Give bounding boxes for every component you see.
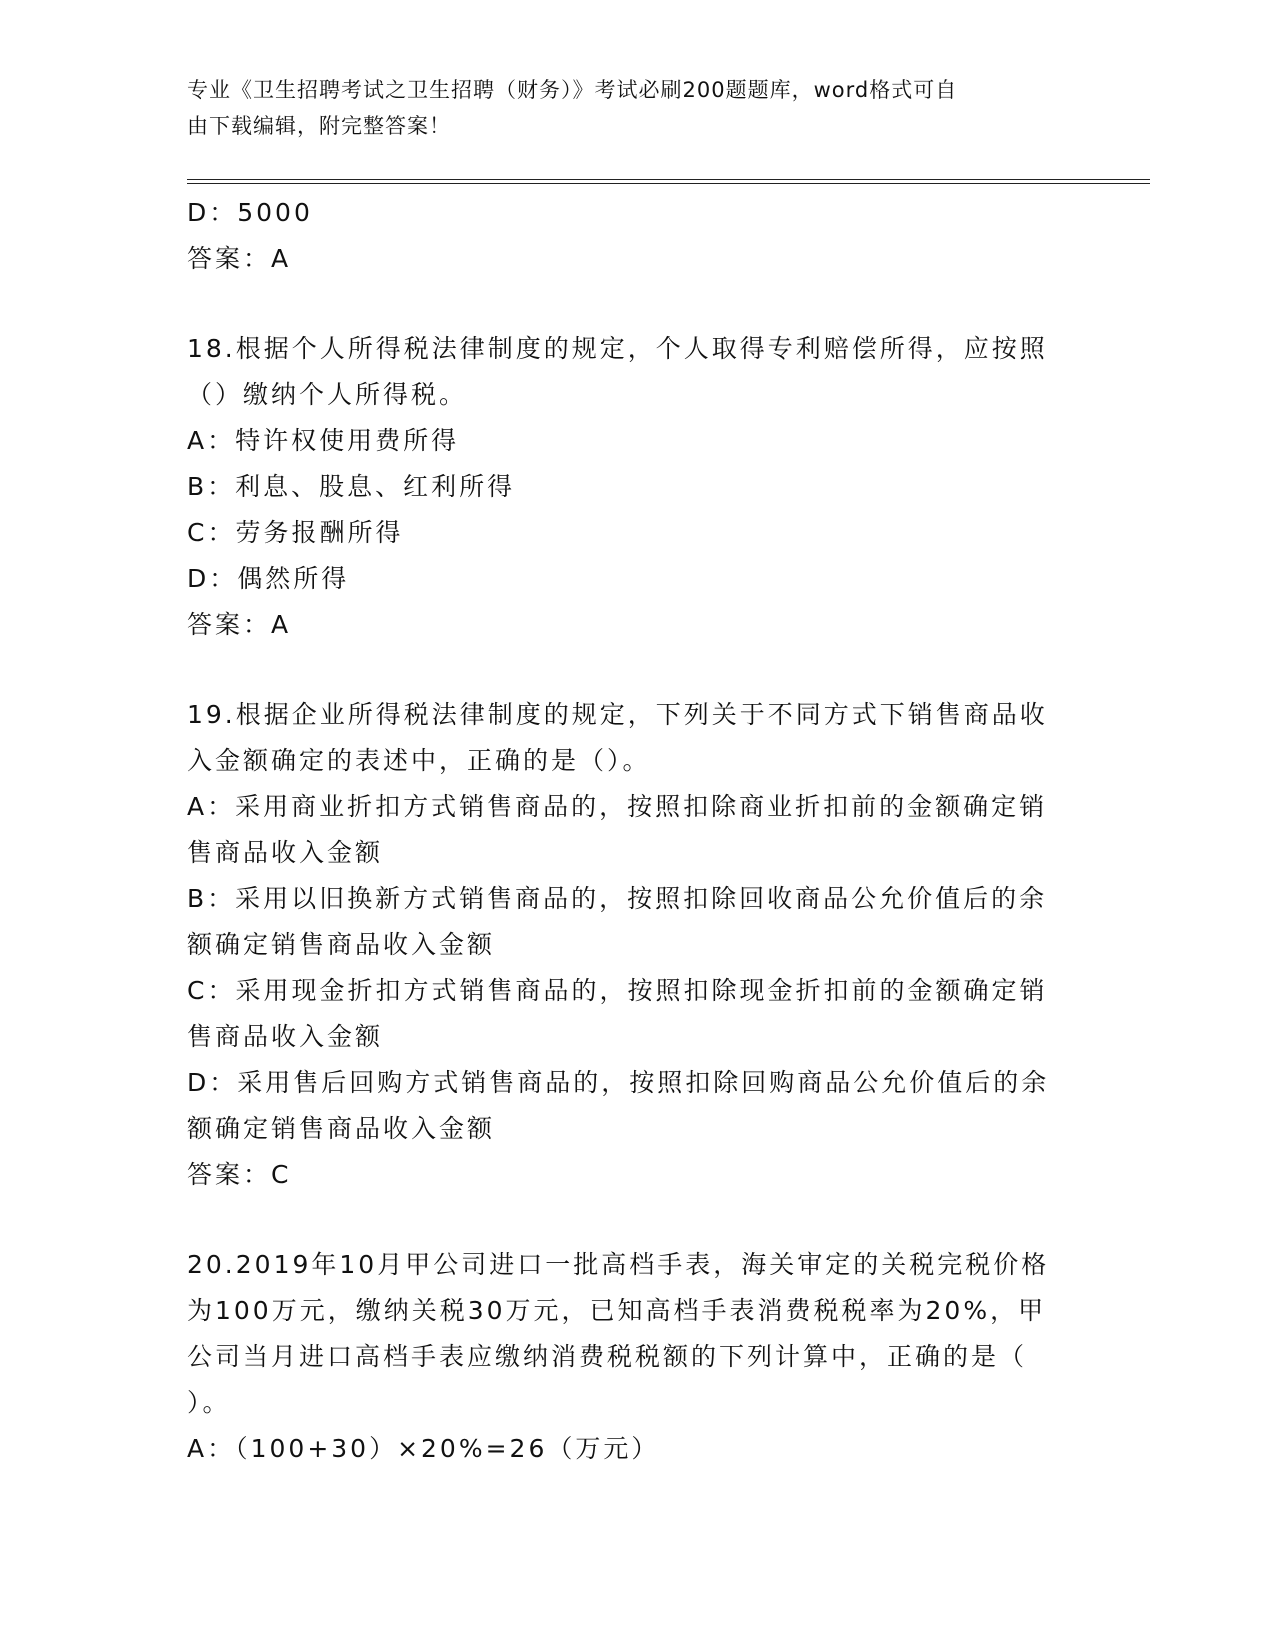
question-stem: 入金额确定的表述中，正确的是（）。 — [187, 746, 651, 775]
question-20 — [187, 1242, 1067, 1472]
header-line-2: 由下载编辑，附完整答案！ — [187, 114, 451, 138]
header-rule-bottom — [187, 183, 1150, 184]
spacer — [187, 648, 1067, 692]
option-a-cont: 售商品收入金额 — [187, 838, 384, 867]
question-stem: 公司当月进口高档手表应缴纳消费税税额的下列计算中，正确的是（ — [187, 1342, 1028, 1371]
question-17-tail — [187, 190, 1067, 282]
question-19 — [187, 692, 1067, 1198]
option-d: D：偶然所得 — [187, 564, 350, 593]
option-c: C：采用现金折扣方式销售商品的，按照扣除现金折扣前的金额确定销 — [187, 976, 1048, 1005]
document-header — [187, 72, 1067, 144]
question-18 — [187, 326, 1067, 648]
header-rule-top — [187, 179, 1150, 180]
answer: 答案：A — [187, 244, 292, 273]
question-stem: 20.2019年10月甲公司进口一批高档手表，海关审定的关税完税价格 — [187, 1250, 1050, 1279]
document-body — [187, 190, 1067, 1472]
question-stem: 为100万元，缴纳关税30万元，已知高档手表消费税税率为20%，甲 — [187, 1296, 1047, 1325]
question-stem: （）缴纳个人所得税。 — [187, 380, 468, 409]
option-a: A：（100+30）×20%=26（万元） — [187, 1434, 660, 1463]
spacer — [187, 1198, 1067, 1242]
option-c: C：劳务报酬所得 — [187, 518, 404, 547]
spacer — [187, 282, 1067, 326]
header-line-1: 专业《卫生招聘考试之卫生招聘（财务）》考试必刷200题题库，word格式可自 — [187, 78, 958, 102]
option-d-cont: 额确定销售商品收入金额 — [187, 1114, 496, 1143]
question-stem: ）。 — [187, 1388, 231, 1417]
option-b: B：采用以旧换新方式销售商品的，按照扣除回收商品公允价值后的余 — [187, 884, 1048, 913]
option-d: D：5000 — [187, 198, 313, 227]
option-b-cont: 额确定销售商品收入金额 — [187, 930, 496, 959]
question-stem: 19.根据企业所得税法律制度的规定，下列关于不同方式下销售商品收 — [187, 700, 1048, 729]
answer: 答案：C — [187, 1160, 292, 1189]
question-stem: 18.根据个人所得税法律制度的规定，个人取得专利赔偿所得，应按照 — [187, 334, 1048, 363]
option-b: B：利息、股息、红利所得 — [187, 472, 516, 501]
answer: 答案：A — [187, 610, 292, 639]
option-d: D：采用售后回购方式销售商品的，按照扣除回购商品公允价值后的余 — [187, 1068, 1050, 1097]
option-c-cont: 售商品收入金额 — [187, 1022, 384, 1051]
option-a: A：特许权使用费所得 — [187, 426, 460, 455]
option-a: A：采用商业折扣方式销售商品的，按照扣除商业折扣前的金额确定销 — [187, 792, 1048, 821]
